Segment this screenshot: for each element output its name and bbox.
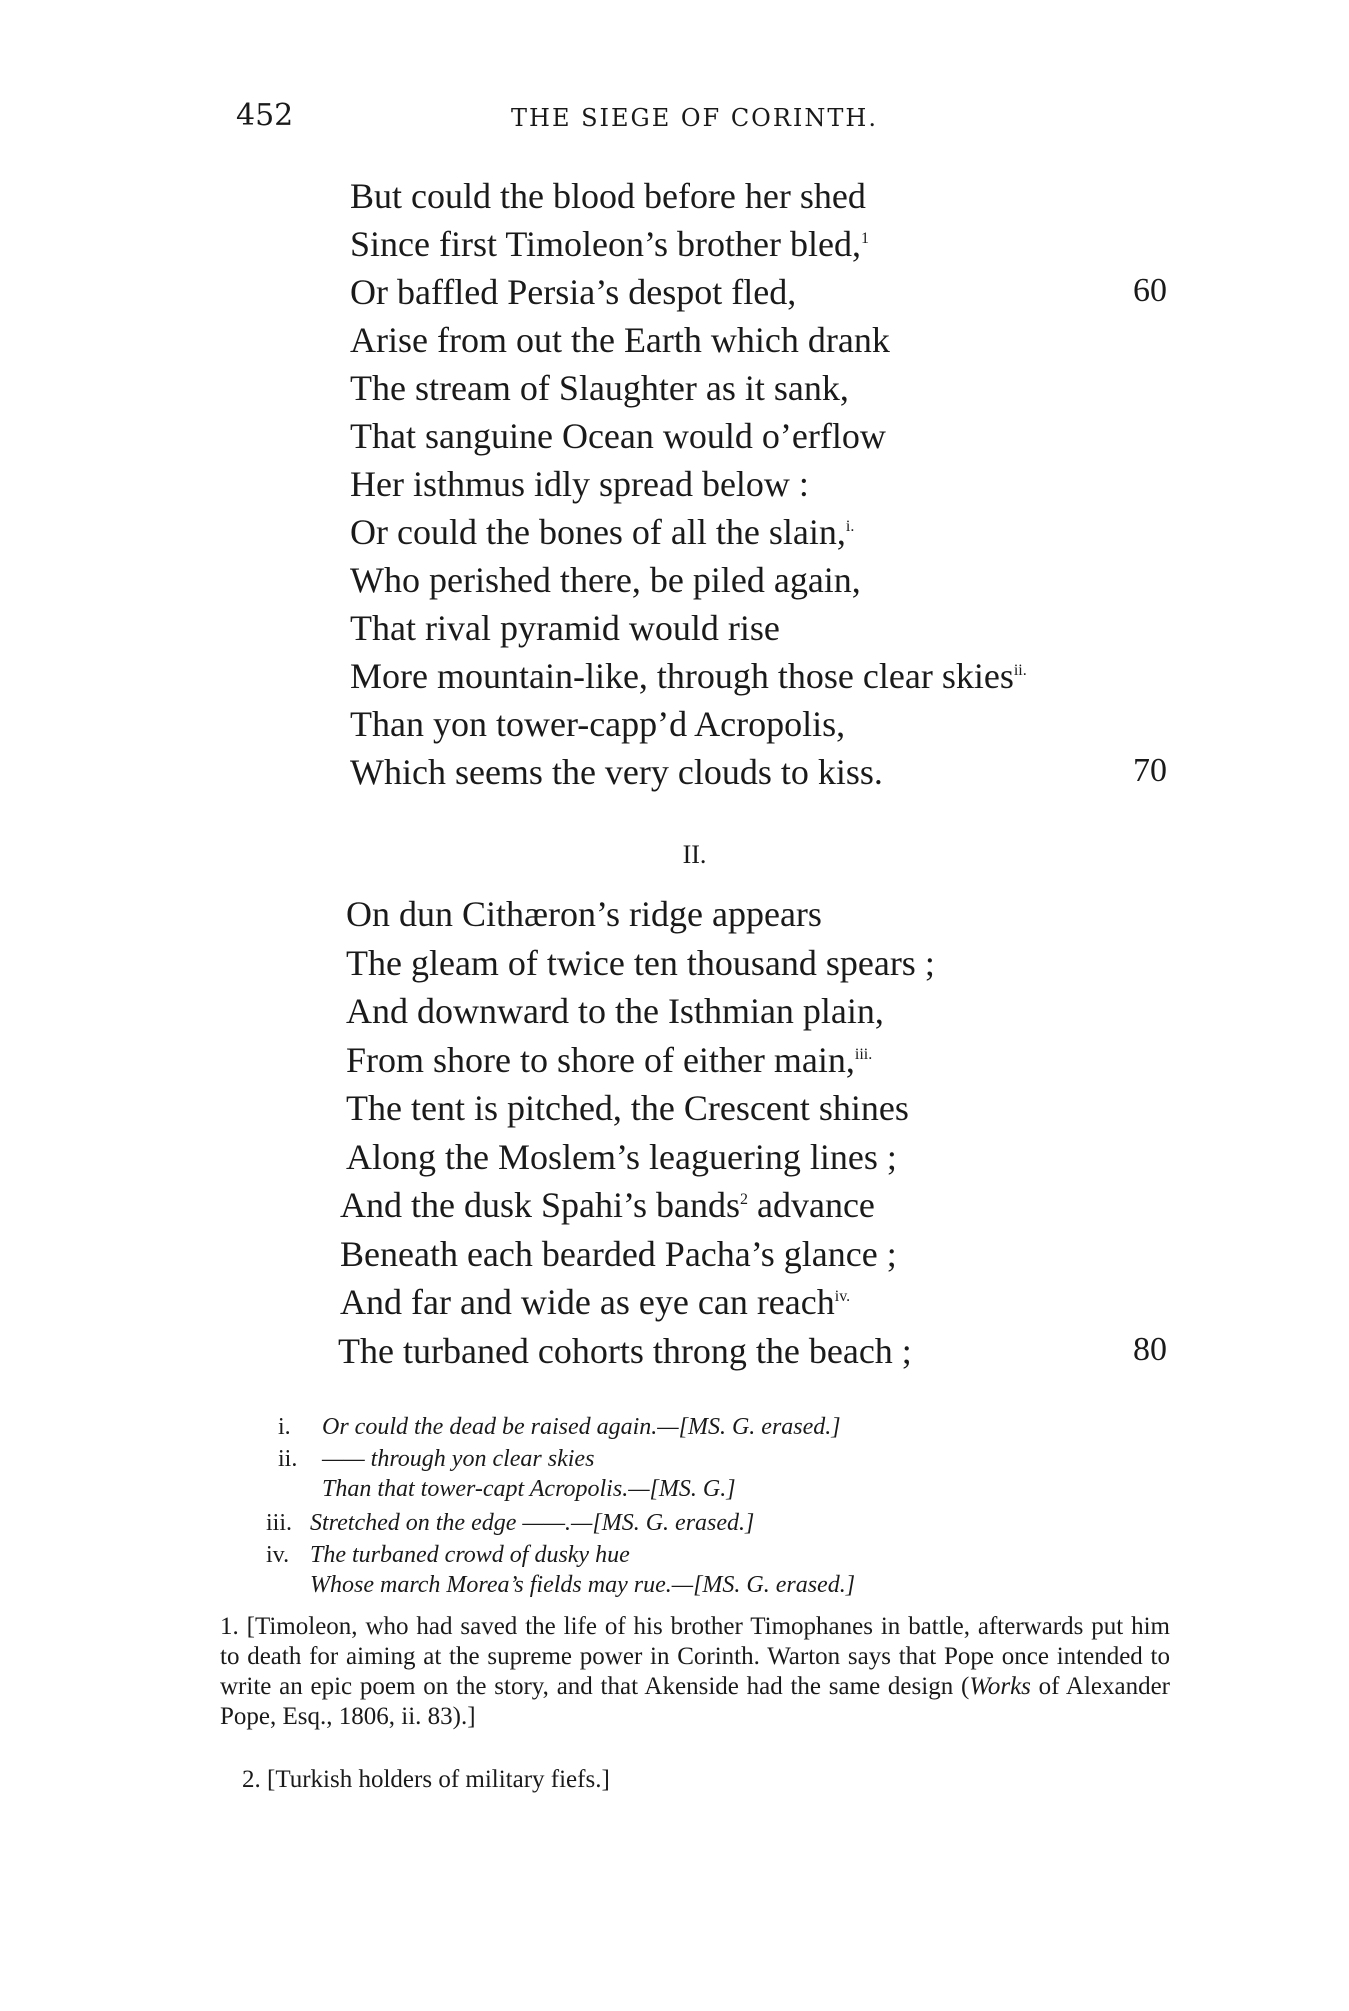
verse-line: [346, 987, 884, 1035]
verse-text: From shore to shore of either main,: [346, 1039, 855, 1080]
verse-line: [346, 939, 935, 987]
variant-label: i.: [278, 1414, 291, 1440]
note-reference: ii.: [1013, 662, 1027, 679]
verse-line: [338, 1327, 912, 1375]
verse-text: The stream of Slaughter as it sank,: [350, 368, 849, 408]
variant-label: iii.: [266, 1510, 293, 1536]
verse-text: And downward to the Isthmian plain,: [346, 991, 884, 1031]
verse-line: [350, 652, 1027, 700]
verse-line: [350, 604, 780, 652]
verse-text: Who perished there, be piled again,: [350, 560, 861, 600]
verse-text: Or baffled Persia’s despot fled,: [350, 272, 797, 312]
verse-text: Her isthmus idly spread below :: [350, 464, 809, 504]
verse-text-continued: advance: [748, 1185, 875, 1225]
note-reference: 1: [860, 230, 869, 247]
verse-text: Than yon tower-capp’d Acropolis,: [350, 704, 846, 744]
verse-text: But could the blood before her shed: [350, 176, 866, 216]
verse-line: [350, 268, 796, 316]
verse-text: On dun Cithæron’s ridge appears: [346, 894, 822, 934]
verse-text: Beneath each bearded Pacha’s glance ;: [340, 1233, 897, 1274]
verse-line: [350, 172, 866, 220]
verse-line: [340, 1181, 875, 1229]
verse-line: [350, 412, 886, 460]
verse-line: [350, 220, 869, 268]
section-numeral: II.: [682, 840, 707, 869]
variant-text: —— through yon clear skies: [322, 1446, 595, 1472]
verse-line: [350, 748, 883, 796]
verse-text: The gleam of twice ten thousand spears ;: [346, 942, 935, 983]
verse-text: Which seems the very clouds to kiss.: [350, 752, 883, 792]
variant-note-iii: [266, 1508, 754, 1538]
verse-line: [340, 1278, 850, 1326]
footnote-2: 2. [Turkish holders of military fiefs.]: [242, 1766, 610, 1793]
verse-line: [350, 460, 809, 508]
verse-text: That rival pyramid would rise: [350, 608, 780, 648]
verse-text: And the dusk Spahi’s bands: [340, 1185, 740, 1225]
verse-line: [346, 1133, 897, 1181]
verse-line: [340, 1230, 897, 1278]
footnote-1-text-end: of Alexander Pope, Esq., 1806, ii. 83).]: [220, 1673, 1171, 1730]
verse-line: [350, 316, 890, 364]
variant-continuation: Than that tower-capt Acropolis.—[MS. G.]: [322, 1476, 736, 1502]
verse-line: [350, 556, 861, 604]
line-number: 70: [1133, 752, 1167, 789]
verse-line: [346, 1036, 872, 1084]
variant-note-ii: [278, 1444, 736, 1504]
verse-text: And far and wide as eye can reach: [340, 1282, 835, 1322]
variant-note-iv: [266, 1540, 855, 1600]
line-number: 60: [1133, 272, 1167, 309]
variant-continuation: Whose march Morea’s fields may rue.—[MS. G. erased.]: [310, 1572, 856, 1598]
verse-text: Or could the bones of all the slain,: [350, 512, 846, 552]
note-reference: iv.: [834, 1288, 851, 1305]
verse-text: The tent is pitched, the Crescent shines: [346, 1088, 909, 1128]
footnote-1-text: 1. [Timoleon, who had saved the life of his brother Timophanes in battle, afterwards put him to death for aiming at the supreme power in Corinth. Warton says that Pope once intended to write an epic poem on the story, and that Akenside had the same design (: [220, 1613, 1170, 1700]
verse-text: Since first Timoleon’s brother bled,: [350, 224, 861, 264]
verse-line: [346, 1084, 909, 1132]
variant-label: iv.: [266, 1542, 290, 1568]
note-reference: 2: [740, 1191, 748, 1208]
note-reference: iii.: [854, 1045, 873, 1063]
variant-text: Or could the dead be raised again.—[MS. G. erased.]: [322, 1414, 841, 1440]
verse-line: [350, 508, 854, 556]
verse-text: That sanguine Ocean would o’erflow: [350, 416, 886, 456]
variant-label: ii.: [278, 1446, 298, 1472]
page-number: 452: [236, 98, 294, 133]
line-number: 80: [1133, 1330, 1167, 1368]
variant-note-i: [278, 1412, 841, 1442]
variant-text: The turbaned crowd of dusky hue: [310, 1542, 630, 1568]
verse-line: [350, 700, 845, 748]
verse-text: More mountain-like, through those clear skies: [350, 656, 1014, 696]
verse-line: [346, 890, 822, 938]
verse-text: Along the Moslem’s leaguering lines ;: [346, 1136, 897, 1177]
running-head: THE SIEGE OF CORINTH.: [511, 104, 878, 132]
note-reference: i.: [845, 518, 855, 535]
footnote-1: [220, 1612, 1170, 1732]
verse-line: [350, 364, 849, 412]
variant-text: Stretched on the edge ——.—[MS. G. erased.]: [310, 1510, 755, 1536]
verse-text: Arise from out the Earth which drank: [350, 320, 890, 360]
verse-text: The turbaned cohorts throng the beach ;: [338, 1330, 912, 1371]
footnote-1-works: Works: [969, 1673, 1031, 1700]
